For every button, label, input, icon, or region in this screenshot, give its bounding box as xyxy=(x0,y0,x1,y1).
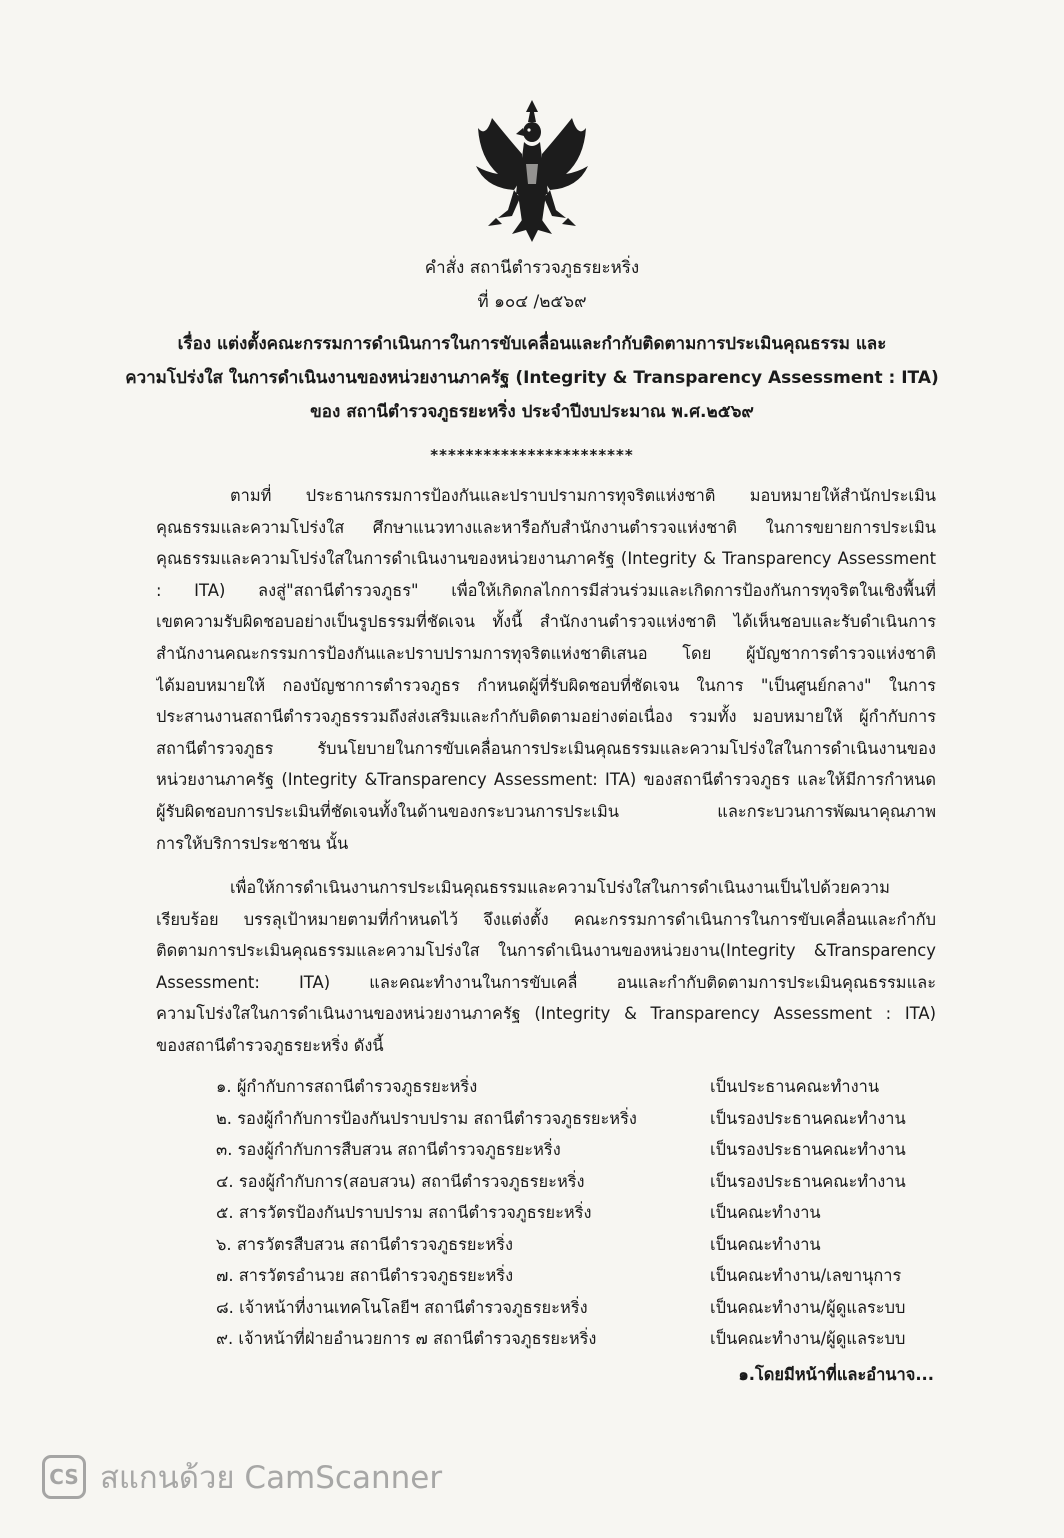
member-role: เป็นคณะทำงาน xyxy=(710,1203,821,1222)
committee-member xyxy=(216,1074,936,1106)
member-name: ๔. รองผู้กำกับการ(สอบสวน) สถานีตำรวจภูธรยะหริ่ง xyxy=(216,1171,585,1191)
paragraph-2-line: ติดตามการประเมินคุณธรรมและความโปร่งใส ในการดำเนินงานของหน่วยงาน(Integrity &Transparency xyxy=(156,941,936,961)
committee-member xyxy=(216,1200,936,1232)
member-name: ๓. รองผู้กำกับการสืบสวน สถานีตำรวจภูธรยะหริ่ง xyxy=(216,1140,561,1159)
paragraph-1-line: ผู้รับผิดชอบการประเมินที่ชัดเจนทั้งในด้านของกระบวนการประเมิน และกระบวนการพัฒนาคุณภาพ xyxy=(156,801,936,821)
subject-line-1: เรื่อง แต่งตั้งคณะกรรมการดำเนินการในการขับเคลื่อนและกำกับติดตามการประเมินคุณธรรม และ xyxy=(177,334,887,354)
paragraph-1-line: เขตความรับผิดชอบอย่างเป็นรูปธรรมที่ชัดเจน ทั้งนี้ สำนักงานตำรวจแห่งชาติ ได้เห็นชอบและรับดำเนินการ xyxy=(156,612,936,632)
paragraph-2-line: เรียบร้อย บรรลุเป้าหมายตามที่กำหนดไว้ จึงแต่งตั้ง คณะกรรมการดำเนินการในการขับเคลื่อนและกำกับ xyxy=(156,909,936,929)
member-name: ๖. สารวัตรสืบสวน สถานีตำรวจภูธรยะหริ่ง xyxy=(216,1234,513,1254)
member-name: ๙. เจ้าหน้าที่ฝ่ายอำนวยการ ๗ สถานีตำรวจภูธรยะหริ่ง xyxy=(216,1329,597,1348)
paragraph-1-line: สำนักงานคณะกรรมการป้องกันและปราบปรามการทุจริตแห่งชาติเสนอ โดย ผู้บัญชาการตำรวจแห่งชาติ xyxy=(156,643,936,663)
committee-member xyxy=(216,1263,936,1295)
member-role: เป็นคณะทำงาน/ผู้ดูแลระบบ xyxy=(710,1329,906,1348)
paragraph-1-line: ประสานงานสถานีตำรวจภูธรรวมถึงส่งเสริมและกำกับติดตามอย่างต่อเนื่อง รวมทั้ง มอบหมายให้ ผู้กำกับการ xyxy=(156,707,936,727)
camscanner-logo-icon: CS xyxy=(42,1455,86,1499)
committee-member xyxy=(216,1169,936,1201)
paragraph-2-line: ความโปร่งใสในการดำเนินงานของหน่วยงานภาครัฐ (Integrity & Transparency Assessment : ITA) xyxy=(156,1004,936,1024)
subject-line-3: ของ สถานีตำรวจภูธรยะหริ่ง ประจำปีงบประมาณ พ.ศ.๒๕๖๙ xyxy=(310,402,754,422)
paragraph-1-line: คุณธรรมและความโปร่งใส ศึกษาแนวทางและหารือกับสำนักงานตำรวจแห่งชาติ ในการขยายการประเมิน xyxy=(156,517,936,537)
committee-member xyxy=(216,1137,936,1169)
continuation-text: ๑.โดยมีหน้าที่และอำนาจ... xyxy=(738,1365,934,1384)
committee-member xyxy=(216,1295,936,1327)
member-name: ๕. สารวัตรป้องกันปราบปราม สถานีตำรวจภูธรยะหริ่ง xyxy=(216,1203,592,1222)
member-name: ๗. สารวัตรอำนวย สถานีตำรวจภูธรยะหริ่ง xyxy=(216,1266,514,1285)
member-role: เป็นคณะทำงาน/ผู้ดูแลระบบ xyxy=(710,1297,906,1317)
paragraph-1-line: : ITA) ลงสู่"สถานีตำรวจภูธร" เพื่อให้เกิดกลไกการมีส่วนร่วมและเกิดการป้องกันการทุจริตในเชิงพื้นที่ xyxy=(156,580,936,600)
member-name: ๑. ผู้กำกับการสถานีตำรวจภูธรยะหริ่ง xyxy=(216,1077,478,1096)
member-role: เป็นประธานคณะทำงาน xyxy=(710,1077,880,1096)
member-role: เป็นรองประธานคณะทำงาน xyxy=(710,1140,906,1159)
paragraph-1-line: การให้บริการประชาชน นั้น xyxy=(156,833,349,853)
committee-member xyxy=(216,1326,936,1358)
paragraph-2-line: ของสถานีตำรวจภูธรยะหริ่ง ดังนี้ xyxy=(156,1035,384,1055)
committee-member xyxy=(216,1106,936,1138)
member-name: ๘. เจ้าหน้าที่งานเทคโนโลยีฯ สถานีตำรวจภูธรยะหริ่ง xyxy=(216,1297,588,1317)
order-number: ที่ ๑๐๔ /๒๕๖๙ xyxy=(477,292,587,312)
watermark-text: สแกนด้วย CamScanner xyxy=(100,1460,443,1496)
committee-member xyxy=(216,1232,936,1264)
paragraph-1-line: คุณธรรมและความโปร่งใสในการดำเนินงานของหน่วยงานภาครัฐ (Integrity & Transparency Assessment xyxy=(156,549,936,569)
paragraph-1 xyxy=(156,480,936,859)
paragraph-1-line: ตามที่ ประธานกรรมการป้องกันและปราบปรามการทุจริตแห่งชาติ มอบหมายให้สำนักประเมิน xyxy=(230,486,936,505)
garuda-emblem-icon xyxy=(468,98,596,244)
order-title: คำสั่ง สถานีตำรวจภูธรยะหริ่ง xyxy=(424,258,640,278)
paragraph-1-line: ได้มอบหมายให้ กองบัญชาการตำรวจภูธร กำหนดผู้ที่รับผิดชอบที่ชัดเจน ในการ "เป็นศูนย์กลาง" ในการ xyxy=(156,675,936,695)
paragraph-2-line: เพื่อให้การดำเนินงานการประเมินคุณธรรมและความโปร่งใสในการดำเนินงานเป็นไปด้วยความ xyxy=(230,878,890,897)
member-role: เป็นคณะทำงาน xyxy=(710,1234,821,1254)
camscanner-watermark xyxy=(42,1452,442,1502)
separator-stars: *********************** xyxy=(430,446,634,464)
paragraph-1-line: หน่วยงานภาครัฐ (Integrity &Transparency Assessment: ITA) ของสถานีตำรวจภูธร และให้มีการกำหนด xyxy=(156,770,936,790)
subject-line-2: ความโปร่งใส ในการดำเนินงานของหน่วยงานภาครัฐ (Integrity & Transparency Assessment : ITA) xyxy=(125,368,939,388)
committee-member-list xyxy=(216,1074,936,1358)
member-role: เป็นรองประธานคณะทำงาน xyxy=(710,1108,906,1128)
paragraph-2 xyxy=(156,872,936,1062)
member-role: เป็นคณะทำงาน/เลขานุการ xyxy=(710,1266,902,1285)
paragraph-2-line: Assessment: ITA) และคณะทำงานในการขับเคลื่ อนและกำกับติดตามการประเมินคุณธรรมและ xyxy=(156,972,936,992)
member-name: ๒. รองผู้กำกับการป้องกันปราบปราม สถานีตำรวจภูธรยะหริ่ง xyxy=(216,1108,637,1128)
member-role: เป็นรองประธานคณะทำงาน xyxy=(710,1171,906,1191)
paragraph-1-line: สถานีตำรวจภูธร รับนโยบายในการขับเคลื่อนการประเมินคุณธรรมและความโปร่งใสในการดำเนินงานของ xyxy=(156,738,936,758)
